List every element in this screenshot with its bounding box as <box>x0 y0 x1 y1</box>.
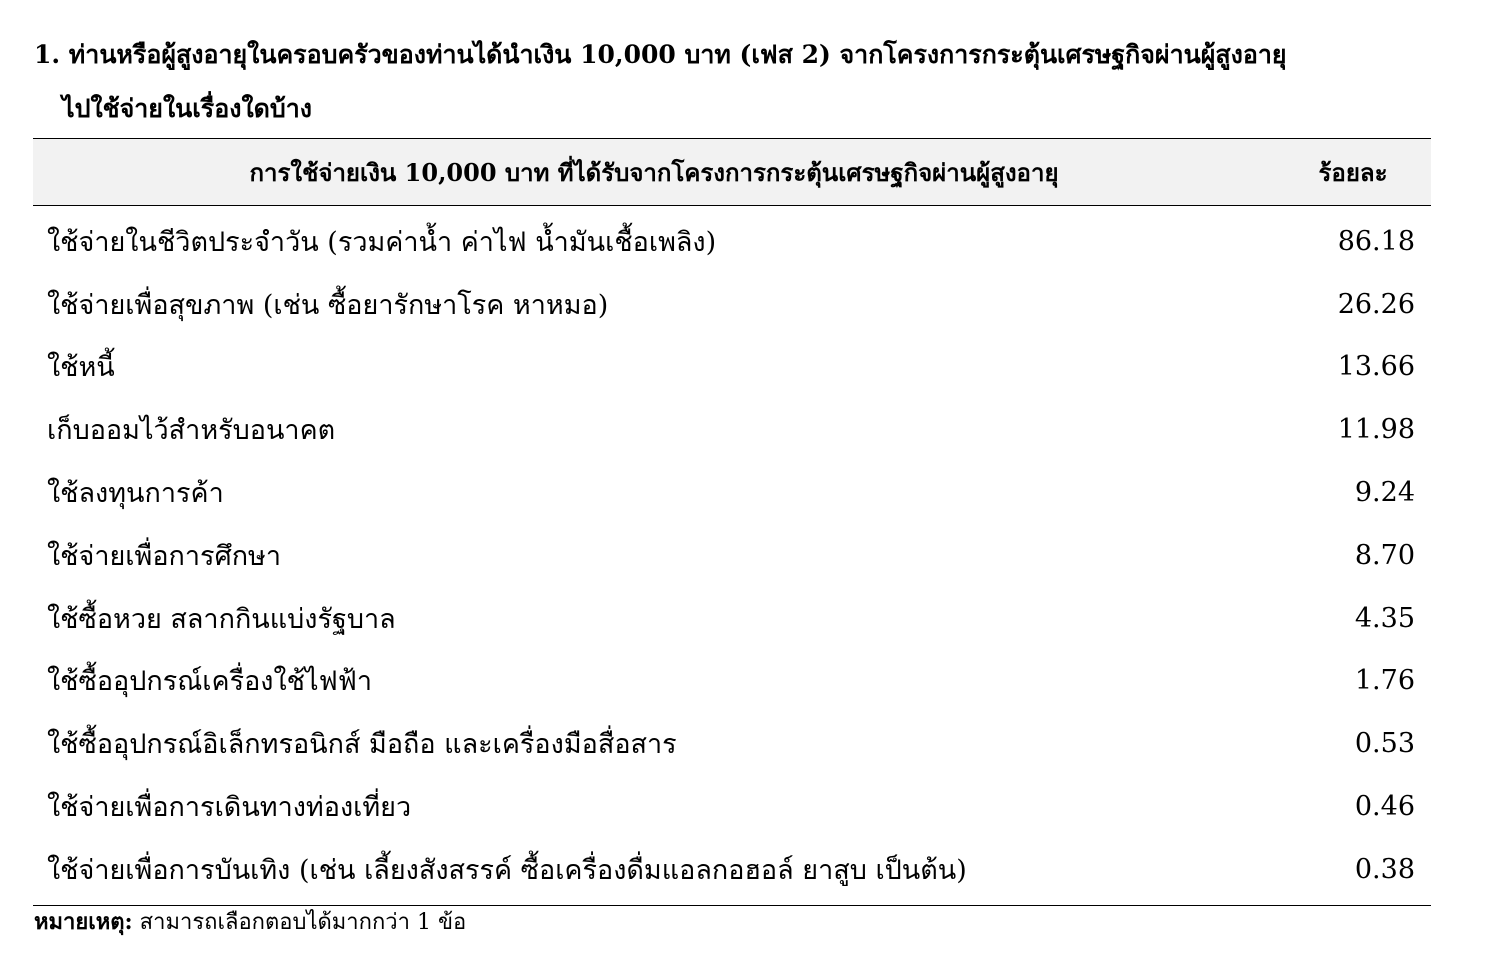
table-row <box>33 712 1431 775</box>
table-body <box>33 206 1431 905</box>
row-percent-value: 1.76 <box>1354 665 1415 697</box>
row-item-label: ใช้ลงทุนการค้า <box>47 478 224 510</box>
row-percent-value: 0.38 <box>1354 853 1415 885</box>
row-item-label: ใช้จ่ายเพื่อการบันเทิง (เช่น เลี้ยงสังสรรค์ ซื้อเครื่องดื่มแอลกอฮอล์ ยาสูบ เป็นต้น) <box>47 854 967 886</box>
row-percent-value: 0.46 <box>1354 791 1415 823</box>
table-row <box>33 587 1431 650</box>
row-item-label: ใช้ซื้อหวย สลากกินแบ่งรัฐบาล <box>47 603 396 635</box>
row-percent-value: 8.70 <box>1354 539 1415 571</box>
table-row <box>33 273 1431 336</box>
row-percent-value: 4.35 <box>1354 602 1415 634</box>
row-percent-value: 26.26 <box>1337 288 1415 320</box>
row-item-label: ใช้จ่ายเพื่อการเดินทางท่องเที่ยว <box>47 792 412 824</box>
row-percent-value: 9.24 <box>1354 477 1415 509</box>
question-text-line-1: 1. ท่านหรือผู้สูงอายุในครอบครัวของท่านได้นำเงิน 10,000 บาท (เฟส 2) จากโครงการกระตุ้นเศรษฐกิจผ่านผู้สูงอายุ <box>34 40 1287 69</box>
table-row <box>33 210 1431 273</box>
table-row <box>33 838 1431 901</box>
row-percent-value: 0.53 <box>1354 728 1415 760</box>
table-row <box>33 336 1431 399</box>
footnote <box>34 904 466 939</box>
row-percent-value: 86.18 <box>1337 225 1415 257</box>
table-row <box>33 461 1431 524</box>
row-item-label: ใช้ซื้ออุปกรณ์อิเล็กทรอนิกส์ มือถือ และเครื่องมือสื่อสาร <box>47 729 677 761</box>
row-item-label: ใช้ซื้ออุปกรณ์เครื่องใช้ไฟฟ้า <box>47 666 372 698</box>
row-percent-value: 11.98 <box>1337 414 1415 446</box>
row-item-label: ใช้จ่ายเพื่อสุขภาพ (เช่น ซื้อยารักษาโรค หาหมอ) <box>47 289 609 321</box>
table-row <box>33 398 1431 461</box>
header-percent: ร้อยละ <box>1318 157 1388 187</box>
row-item-label: ใช้จ่ายเพื่อการศึกษา <box>47 540 282 572</box>
footnote-text: สามารถเลือกตอบได้มากกว่า 1 ข้อ <box>132 910 467 935</box>
table-header <box>33 139 1431 206</box>
row-percent-value: 13.66 <box>1337 351 1415 383</box>
row-item-label: เก็บออมไว้สำหรับอนาคต <box>47 415 336 447</box>
question-heading <box>34 28 1454 136</box>
spending-table <box>33 138 1431 906</box>
footnote-label: หมายเหตุ: <box>34 909 133 935</box>
header-spending-item: การใช้จ่ายเงิน 10,000 บาท ที่ได้รับจากโครงการกระตุ้นเศรษฐกิจผ่านผู้สูงอายุ <box>249 157 1059 187</box>
row-item-label: ใช้หนี้ <box>47 352 115 384</box>
table-row <box>33 650 1431 713</box>
table-row <box>33 524 1431 587</box>
table-row <box>33 775 1431 838</box>
question-text-line-2: ไปใช้จ่ายในเรื่องใดบ้าง <box>62 94 312 123</box>
row-item-label: ใช้จ่ายในชีวิตประจำวัน (รวมค่าน้ำ ค่าไฟ น้ำมันเชื้อเพลิง) <box>47 226 717 258</box>
